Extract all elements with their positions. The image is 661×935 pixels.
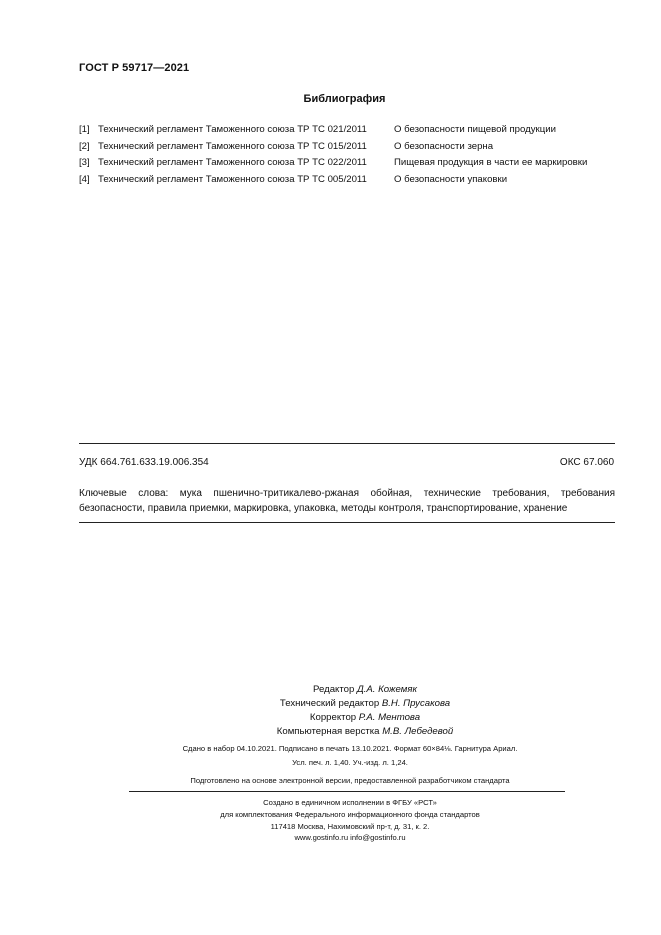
bibliography-item (79, 174, 619, 191)
udk-code: УДК 664.761.633.19.006.354 (79, 457, 209, 468)
bibliography-item-number: [4] (79, 173, 90, 185)
bibliography-item-number: [1] (79, 124, 90, 135)
bibliography-item-document: Технический регламент Таможенного союза ТР ТС 005/2011 (98, 173, 367, 185)
imprint-line-3: 117418 Москва, Нахимовский пр-т, д. 31, к. 2. (270, 821, 430, 831)
bibliography-item-description: О безопасности пищевой продукции (394, 124, 556, 135)
credit-editor-label: Редактор (313, 684, 355, 695)
credit-editor-name: Д.А. Кожемяк (356, 684, 417, 695)
publication-info (100, 742, 600, 770)
credits-block (200, 683, 530, 739)
credit-corrector-name: Р.А. Ментова (358, 712, 421, 723)
credit-corrector (200, 711, 530, 725)
imprint-block (100, 797, 600, 844)
imprint-line-2: для комплектования Федерального информационного фонда стандартов (220, 809, 480, 819)
credit-tech-editor (200, 697, 530, 711)
bibliography-item-document: Технический регламент Таможенного союза ТР ТС 015/2011 (98, 140, 367, 152)
divider-imprint (129, 791, 565, 792)
credit-tech-editor-name: В.Н. Прусакова (381, 698, 451, 709)
credit-editor (200, 683, 530, 697)
bibliography-item (79, 157, 619, 174)
bibliography-item-description: Пищевая продукция в части ее маркировки (394, 157, 588, 168)
credit-corrector-label: Корректор (309, 712, 357, 723)
credit-tech-editor-label: Технический редактор (279, 698, 380, 709)
bibliography-item-document: Технический регламент Таможенного союза ТР ТС 022/2011 (98, 157, 367, 168)
credit-layout-name: М.В. Лебедевой (382, 726, 454, 737)
bibliography-item-description: О безопасности зерна (394, 140, 494, 152)
imprint-line-1: Создано в единичном исполнении в ФГБУ «РСТ» (263, 798, 437, 807)
bibliography-item (79, 124, 619, 141)
bibliography-item (79, 141, 619, 158)
bibliography-item-number: [3] (79, 157, 90, 168)
divider-bottom (79, 522, 615, 523)
standard-number: ГОСТ Р 59717—2021 (79, 62, 190, 74)
publication-line-2: Усл. печ. л. 1,40. Уч.-изд. л. 1,24. (292, 758, 408, 767)
bibliography-list (79, 124, 619, 190)
bibliography-item-document: Технический регламент Таможенного союза ТР ТС 021/2011 (98, 124, 367, 135)
credit-layout-label: Компьютерная верстка (276, 726, 380, 737)
bibliography-item-number: [2] (79, 140, 90, 152)
imprint-line-4: www.gostinfo.ru info@gostinfo.ru (294, 833, 406, 843)
keywords: Ключевые слова: мука пшенично-тритикалево-ржаная обойная, технические требования, требования безопасности, правила приемки, маркировка, упаковка, методы контроля, транспортирование, хранение (79, 488, 615, 514)
prepared-note: Подготовлено на основе электронной версии, предоставленной разработчиком стандарта (190, 776, 510, 785)
bibliography-title: Библиография (303, 93, 386, 105)
bibliography-item-description: О безопасности упаковки (394, 173, 508, 185)
oks-code: ОКС 67.060 (559, 457, 614, 468)
divider-top (79, 443, 615, 444)
publication-line-1: Сдано в набор 04.10.2021. Подписано в печать 13.10.2021. Формат 60×84⅛. Гарнитура Ариал. (182, 744, 518, 753)
credit-layout (200, 725, 530, 739)
